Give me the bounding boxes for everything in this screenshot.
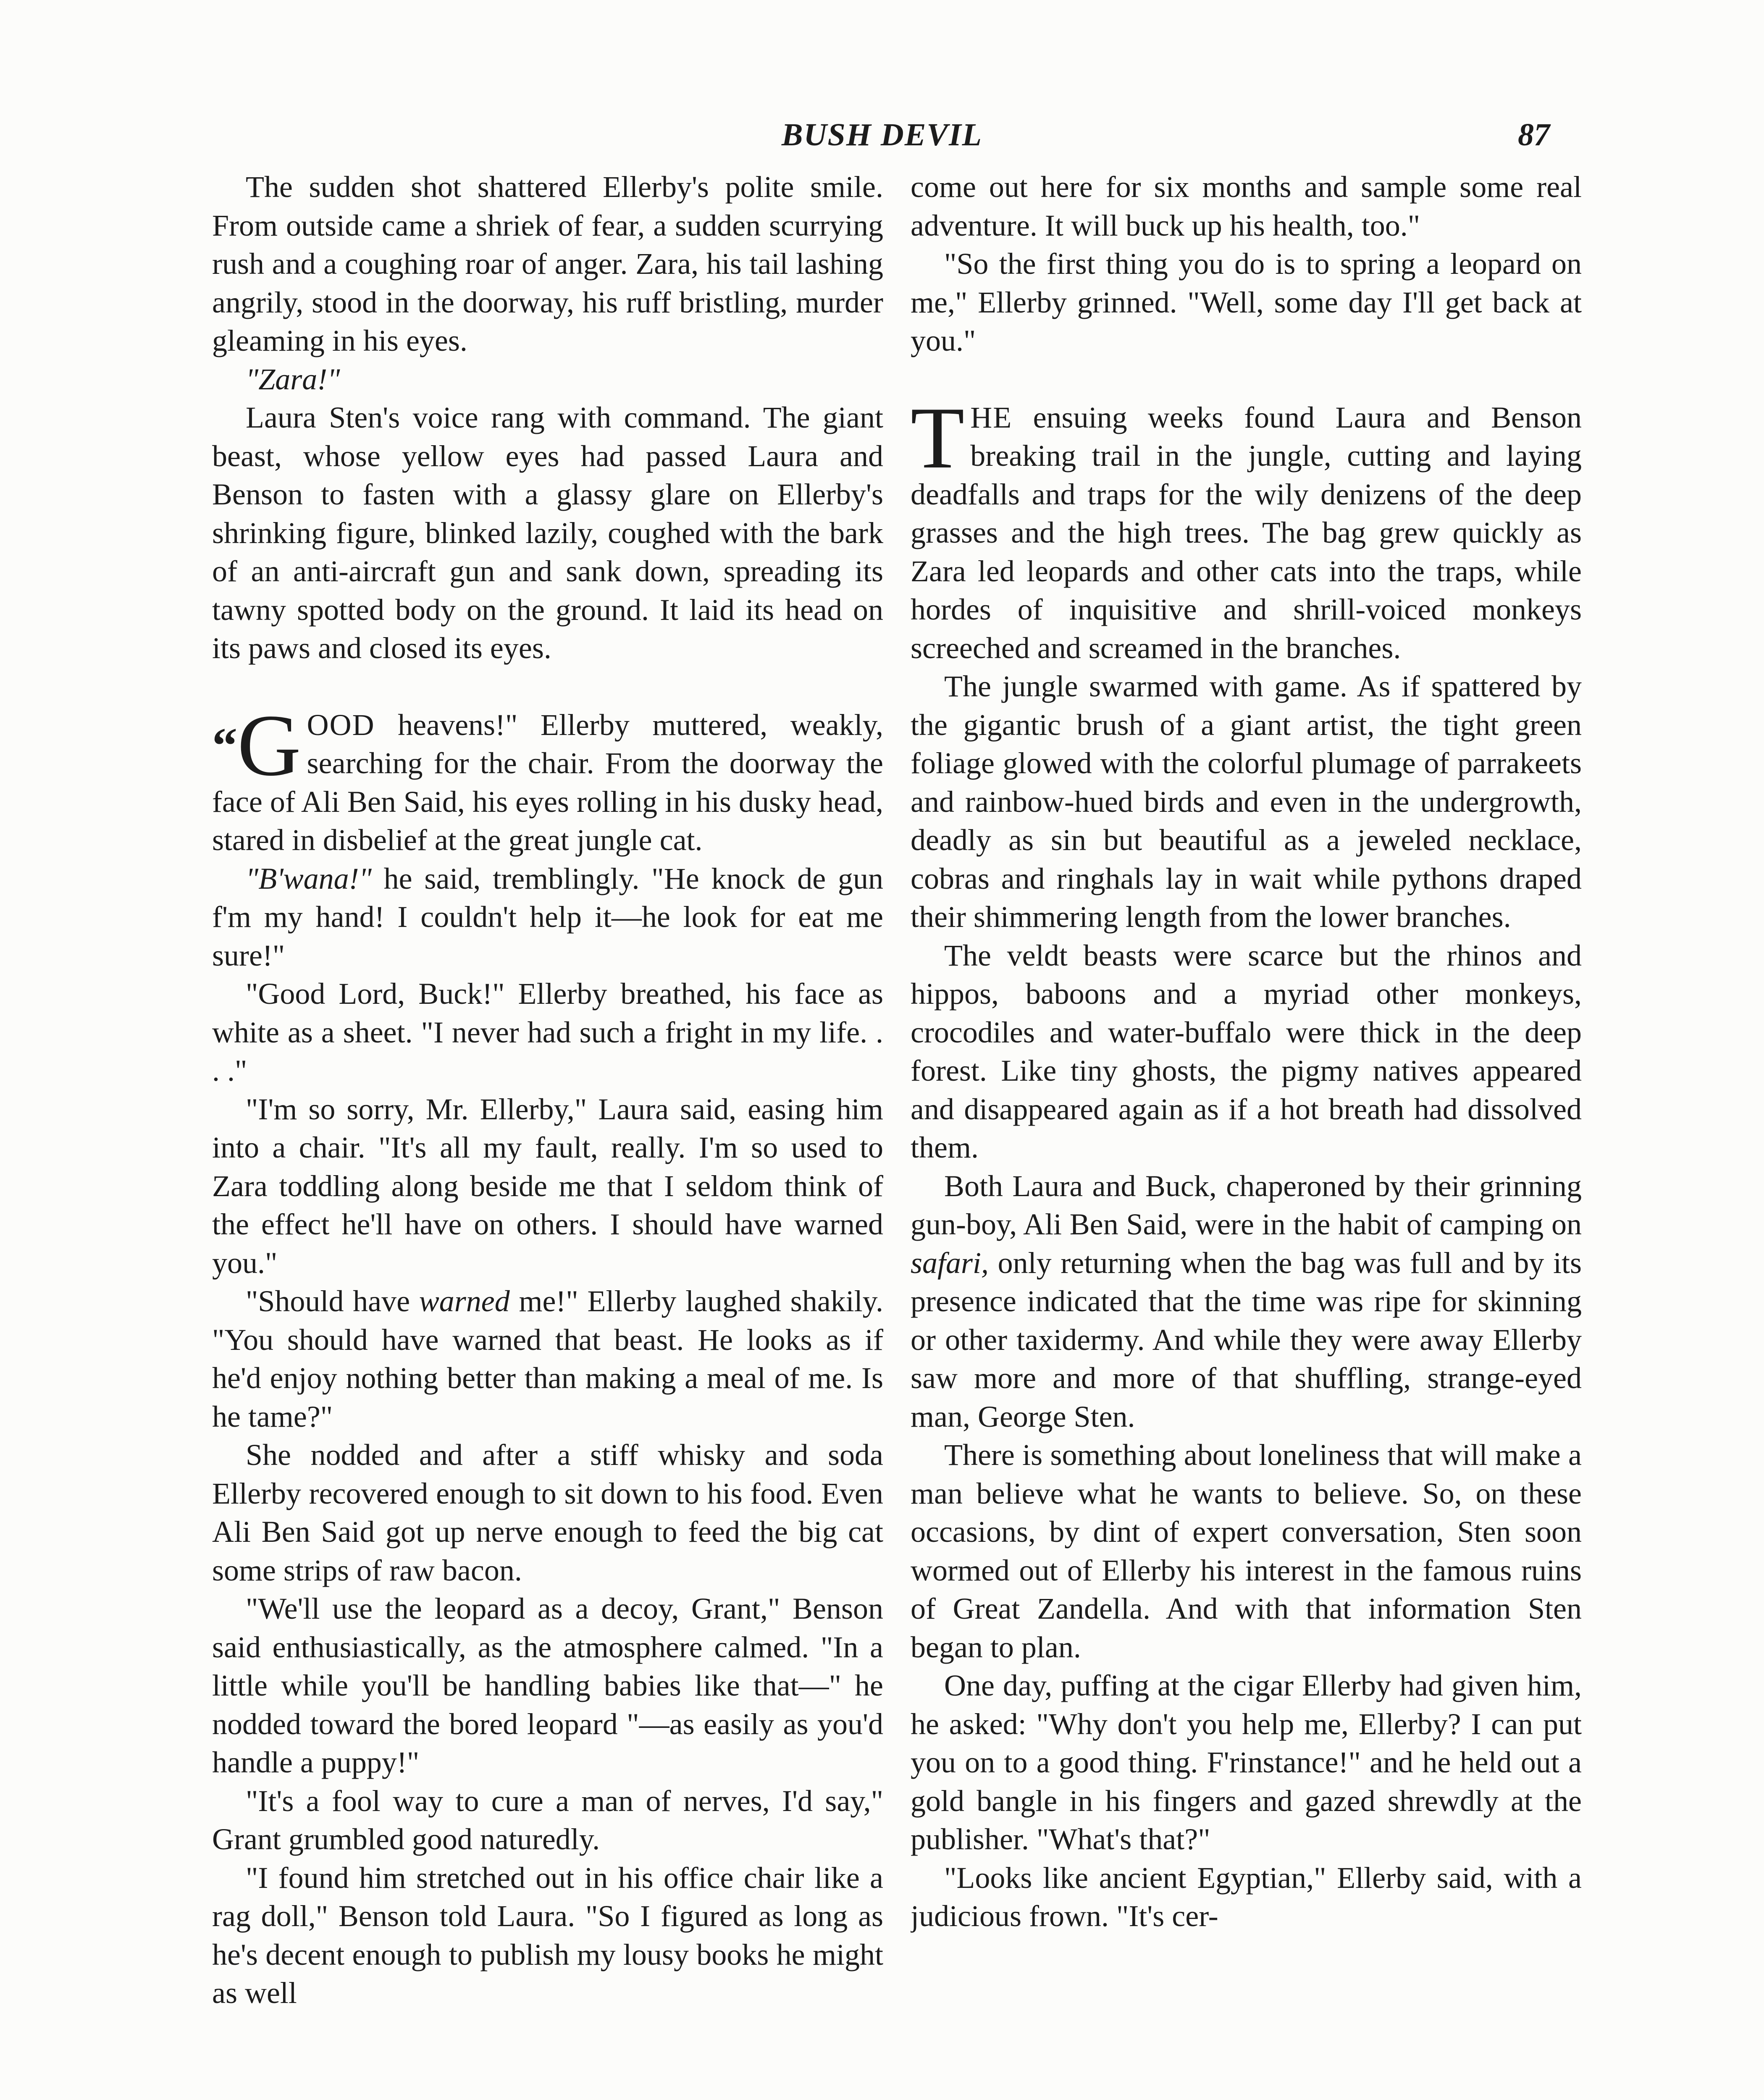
paragraph: The sudden shot shattered Ellerby's polite smile. From outside came a shriek of fear, a sudden scurrying rush and a coughing roar of anger. Zara, his tail lashing angrily, stood in the doorway, his ruff bristling, murder gleaming in his eyes. bbox=[212, 170, 883, 357]
section-opening-paragraph bbox=[911, 389, 1582, 668]
running-title: BUSH DEVIL bbox=[781, 117, 983, 152]
drop-cap: T bbox=[911, 389, 965, 487]
lead-in-text: HE bbox=[970, 400, 1013, 434]
page-number: 87 bbox=[1518, 117, 1550, 152]
paragraph: Laura Sten's voice rang with command. The giant beast, whose yellow eyes had passed Laura and Benson to fasten with a glassy glare on Ellerby's shrinking figure, blinked lazily, coughed with the bark of an anti-aircraft gun and sank down, spreading its tawny spotted body on the ground. It laid its head on its paws and closed its eyes. bbox=[212, 401, 883, 665]
italic-text: warned bbox=[419, 1284, 510, 1318]
paragraph bbox=[212, 1282, 883, 1436]
paragraph bbox=[212, 360, 883, 399]
paragraph: "Good Lord, Buck!" Ellerby breathed, his face as white as a sheet. "I never had such a fright in my life. . . ." bbox=[212, 977, 883, 1087]
italic-text: "Zara!" bbox=[246, 362, 340, 396]
drop-cap-quote: “ bbox=[212, 717, 237, 773]
paragraph bbox=[911, 1167, 1582, 1436]
paragraph-text: only returning when the bag was full and by its presence indicated that the time was ripe for skinning or other taxidermy. And while they were away Ellerby saw more and more of that shuffling, strange-eyed man, George Sten. bbox=[911, 1246, 1582, 1433]
paragraph: She nodded and after a stiff whisky and soda Ellerby recovered enough to sit down to his food. Even Ali Ben Said got up nerve enough to feed the big cat some strips of raw bacon. bbox=[212, 1438, 883, 1587]
paragraph: There is something about loneliness that will make a man believe what he wants to believe. So, on these occasions, by dint of expert conversation, Sten soon wormed out of Ellerby his interest in the famous ruins of Great Zandella. And with that information Sten began to plan. bbox=[911, 1438, 1582, 1664]
section-opening-paragraph bbox=[212, 696, 883, 860]
paragraph: One day, puffing at the cigar Ellerby had given him, he asked: "Why don't you help me, Ellerby? I can put you on to a good thing. F'rinstance!" and he held out a gold bangle in his fingers and gazed shrewdly at the publisher. "What's that?" bbox=[911, 1669, 1582, 1856]
paragraph bbox=[212, 860, 883, 975]
paragraph: "I'm so sorry, Mr. Ellerby," Laura said, easing him into a chair. "It's all my fault, really. I'm so used to Zara toddling along beside me that I seldom think of the effect he'll have on others. I should have warned you." bbox=[212, 1092, 883, 1280]
paragraph: come out here for six months and sample some real adventure. It will buck up his health, too." bbox=[911, 170, 1582, 242]
lead-in-text: OOD bbox=[307, 708, 375, 742]
italic-text: "B'wana!" bbox=[246, 861, 372, 895]
left-column bbox=[212, 168, 883, 2100]
paragraph-text: ensuing weeks found Laura and Benson breaking trail in the jungle, cutting and laying deadfalls and traps for the wily denizens of the deep grasses and the high trees. The bag grew quickly as Zara led leopards and other cats into the traps, while hordes of inquisitive and shrill-voiced monkeys screeched and screamed in the branches. bbox=[911, 400, 1582, 665]
paragraph: "It's a fool way to cure a man of nerves, I'd say," Grant grumbled good naturedly. bbox=[212, 1784, 883, 1856]
paragraph-text: heavens!" Ellerby muttered, weakly, searching for the chair. From the doorway the face of Ali Ben Said, his eyes rolling in his dusky head, stared in disbelief at the great jungle cat. bbox=[212, 708, 883, 857]
italic-text: safari, bbox=[911, 1246, 989, 1280]
paragraph-text: "Should have bbox=[246, 1284, 419, 1318]
paragraph: "So the first thing you do is to spring a leopard on me," Ellerby grinned. "Well, some day I'll get back at you." bbox=[911, 247, 1582, 357]
paragraph-text: me!" Ellerby laughed shakily. "You should have warned that beast. He looks as if he'd enjoy nothing better than making a meal of me. Is he tame?" bbox=[212, 1284, 883, 1433]
drop-cap-letter: G bbox=[237, 696, 301, 794]
paragraph: "We'll use the leopard as a decoy, Grant," Benson said enthusiastically, as the atmosphere calmed. "In a little while you'll be handling babies like that—" he nodded toward the bored leopard "—as easily as you'd handle a puppy!" bbox=[212, 1592, 883, 1779]
paragraph: The veldt beasts were scarce but the rhinos and hippos, baboons and a myriad other monkeys, crocodiles and water-buffalo were thick in the deep forest. Like tiny ghosts, the pigmy natives appeared and disappeared again as if a hot breath had dissolved them. bbox=[911, 938, 1582, 1164]
paragraph: "I found him stretched out in his office chair like a rag doll," Benson told Laura. "So I figured as long as he's decent enough to publish my lousy books he might as well bbox=[212, 1861, 883, 2010]
drop-cap bbox=[212, 696, 301, 794]
paragraph: "Looks like ancient Egyptian," Ellerby said, with a judicious frown. "It's cer- bbox=[911, 1861, 1582, 1933]
right-column bbox=[911, 168, 1582, 2100]
paragraph-text: he said, tremblingly. "He knock de gun f'm my hand! I couldn't help it—he look for eat me sure!" bbox=[212, 861, 883, 972]
paragraph-text: Both Laura and Buck, chaperoned by their grinning gun-boy, Ali Ben Said, were in the habit of camping on bbox=[911, 1169, 1582, 1241]
paragraph: The jungle swarmed with game. As if spattered by the gigantic brush of a giant artist, the tight green foliage glowed with the colorful plumage of parrakeets and rainbow-hued birds and even in the undergrowth, deadly as sin but beautiful as a jeweled necklace, cobras and ringhals lay in wait while pythons draped their shimmering length from the lower branches. bbox=[911, 669, 1582, 934]
running-head bbox=[0, 113, 1764, 159]
